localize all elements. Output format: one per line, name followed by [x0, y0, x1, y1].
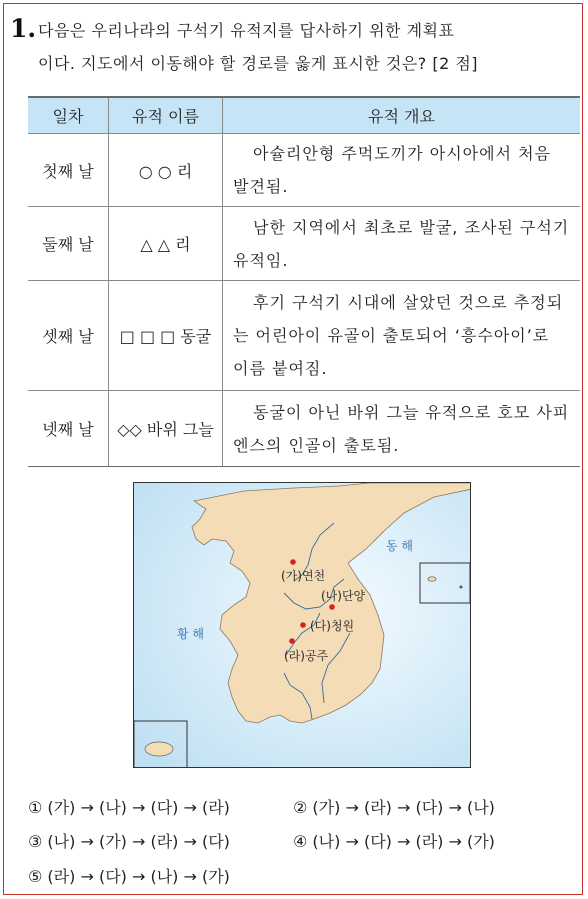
choice-4[interactable]: ④ (나) → (다) → (라) → (가): [293, 832, 495, 851]
itinerary-table: [28, 96, 580, 467]
choice-1[interactable]: ① (가) → (나) → (다) → (라): [28, 798, 230, 817]
site-cell: ○ ○ 리: [109, 134, 223, 207]
site-cell: □ □ □ 동굴: [109, 281, 223, 391]
site-cell: △ △ 리: [109, 207, 223, 281]
east-sea-label: 동 해: [386, 539, 413, 553]
site-dot: [300, 622, 306, 628]
table-row: [28, 134, 580, 207]
ulleungdo-island: [428, 577, 436, 581]
site-dot: [329, 604, 335, 610]
korea-map: [133, 482, 471, 768]
day-cell: 셋째 날: [28, 281, 109, 391]
desc-cell: 후기 구석기 시대에 살았던 것으로 추정되는 어린아이 유골이 출토되어 ‘흥수아이’로 이름 붙여짐.: [223, 281, 581, 391]
question-number: 1.: [10, 14, 37, 43]
site-label-na: [321, 587, 365, 604]
site-name: 청원: [330, 619, 355, 633]
site-name: 공주: [304, 649, 329, 663]
choice-2[interactable]: ② (가) → (라) → (다) → (나): [293, 798, 495, 817]
table-row: [28, 207, 580, 281]
desc-cell: 아슐리안형 주먹도끼가 아시아에서 처음 발견됨.: [223, 134, 581, 207]
yellow-sea-label: 황 해: [177, 627, 204, 641]
header-site: 유적 이름: [109, 97, 223, 134]
jejudo-island: [145, 742, 173, 756]
site-dot: [289, 638, 295, 644]
dokdo-island: [460, 586, 463, 589]
site-mark: (나): [321, 589, 342, 603]
site-label-da: [310, 617, 354, 634]
question-text-line2: 이다. 지도에서 이동해야 할 경로를 옳게 표시한 것은? [2 점]: [38, 54, 479, 73]
site-mark: (가): [281, 569, 302, 583]
question-text-line1: 다음은 우리나라의 구석기 유적지를 답사하기 위한 계획표: [38, 21, 455, 40]
desc-cell: 동굴이 아닌 바위 그늘 유적으로 호모 사피엔스의 인골이 출토됨.: [223, 391, 581, 467]
table-row: [28, 281, 580, 391]
site-cell: ◇◇ 바위 그늘: [109, 391, 223, 467]
site-name: 연천: [301, 569, 326, 583]
day-cell: 둘째 날: [28, 207, 109, 281]
header-day: 일차: [28, 97, 109, 134]
table-row: [28, 391, 580, 467]
day-cell: 첫째 날: [28, 134, 109, 207]
site-label-ra: [284, 647, 328, 664]
header-desc: 유적 개요: [223, 97, 581, 134]
site-mark: (라): [284, 649, 305, 663]
desc-cell: 남한 지역에서 최초로 발굴, 조사된 구석기 유적임.: [223, 207, 581, 281]
site-dot: [290, 559, 296, 565]
site-mark: (다): [310, 619, 331, 633]
choice-5[interactable]: ⑤ (라) → (다) → (나) → (가): [28, 867, 230, 886]
site-label-ga: [281, 567, 325, 584]
choice-3[interactable]: ③ (나) → (가) → (라) → (다): [28, 832, 230, 851]
day-cell: 넷째 날: [28, 391, 109, 467]
site-name: 단양: [341, 589, 366, 603]
